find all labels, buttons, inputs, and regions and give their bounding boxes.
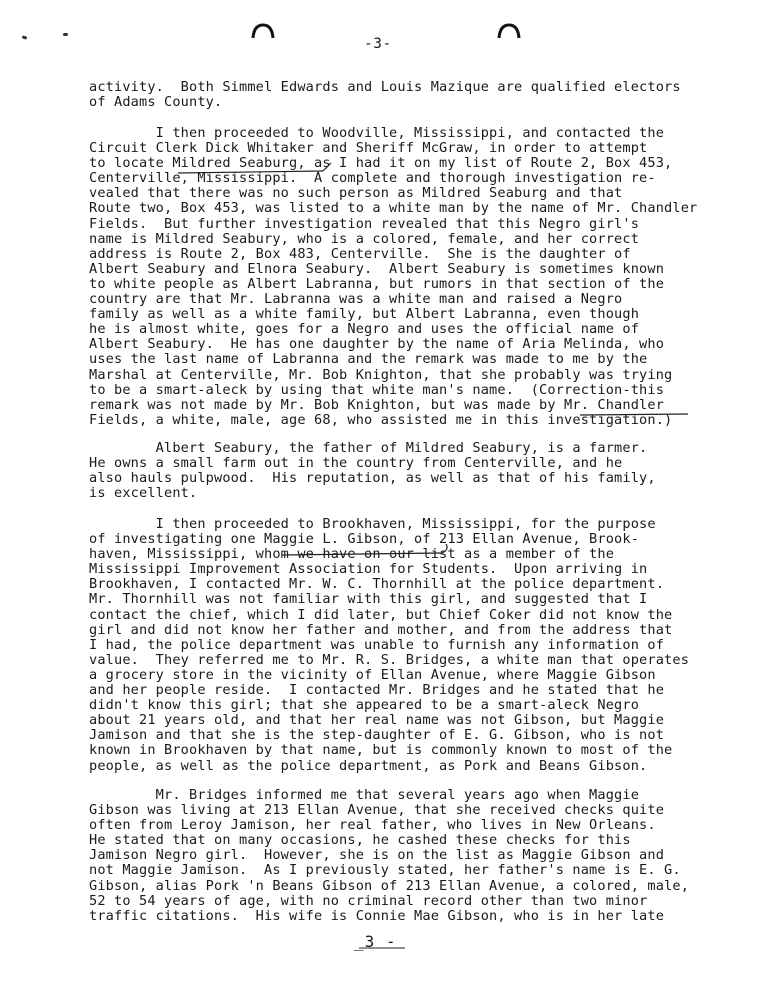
handwritten-underline: [175, 162, 335, 176]
text-line: to locate Mildred Seaburg, as I had it on my list of Route 2, Box 453,: [89, 155, 673, 172]
text-line: country are that Mr. Labranna was a white man and raised a Negro: [89, 291, 623, 308]
text-line: Fields, a white, male, age 68, who assisted me in this investigation.): [89, 411, 673, 428]
text-line: 52 to 54 years of age, with no criminal record other than two minor: [89, 892, 648, 909]
text-line: remark was not made by Mr. Bob Knighton, but was made by Mr. Chandler: [89, 396, 665, 413]
text-line: I then proceeded to Brookhaven, Mississippi, for the purpose: [89, 516, 656, 532]
text-line: girl and did not know her father and mother, and from the address that: [89, 621, 673, 638]
text-line: Albert Seabury and Elnora Seabury. Albert Seabury is sometimes known: [89, 260, 665, 277]
text-line: to be a smart-aleck by using that white man's name. (Correction-this: [89, 381, 665, 398]
text-line: value. They referred me to Mr. R. S. Bridges, a white man that operates: [89, 651, 690, 668]
text-line: often from Leroy Jamison, her real father, who lives in New Orleans.: [89, 817, 656, 834]
text-line: also hauls pulpwood. His reputation, as well as that of his family,: [89, 470, 656, 487]
handwritten-underline: [280, 544, 455, 558]
text-line: He owns a small farm out in the country from Centerville, and he: [89, 455, 623, 472]
page-header-number: -3-: [364, 36, 392, 52]
text-line: people, as well as the police department, as Pork and Beans Gibson.: [89, 757, 648, 774]
text-line: uses the last name of Labranna and the remark was made to me by the: [89, 351, 648, 368]
scan-speck: [22, 35, 28, 40]
text-line: He stated that on many occasions, he cashed these checks for this: [89, 832, 631, 849]
text-line: Marshal at Centerville, Mr. Bob Knighton, that she probably was trying: [89, 366, 673, 383]
page-footer-number: _3 -: [354, 932, 397, 951]
text-line: Gibson was living at 213 Ellan Avenue, that she received checks quite: [89, 802, 665, 819]
text-line: he is almost white, goes for a Negro and uses the official name of: [89, 321, 640, 338]
punch-hole-mark: [496, 22, 522, 40]
text-line: Mr. Thornhill was not familiar with this girl, and suggested that I: [89, 591, 648, 608]
text-line: Albert Seabury. He has one daughter by the name of Aria Melinda, who: [89, 336, 665, 353]
text-line: Fields. But further investigation revealed that this Negro girl's: [89, 215, 640, 232]
text-line: haven, Mississippi, whom we have on our list as a member of the: [89, 546, 615, 563]
text-line: Mississippi Improvement Association for Students. Upon arriving in: [89, 561, 648, 578]
text-line: Centerville, Mississippi. A complete and thorough investigation re-: [89, 170, 656, 187]
punch-hole-mark: [250, 22, 276, 40]
text-line: traffic citations. His wife is Connie Mae Gibson, who is in her late: [89, 907, 665, 924]
text-line: activity. Both Simmel Edwards and Louis Mazique are qualified electors: [89, 79, 681, 95]
text-line: Albert Seabury, the father of Mildred Seabury, is a farmer.: [89, 440, 648, 456]
text-line: Jamison and that she is the step-daughter of E. G. Gibson, who is not: [89, 727, 665, 744]
text-line: to white people as Albert Labranna, but rumors in that section of the: [89, 275, 665, 292]
text-line: name is Mildred Seabury, who is a colored, female, and her correct: [89, 230, 640, 247]
text-line: a grocery store in the vicinity of Ellan Avenue, where Maggie Gibson: [89, 666, 656, 683]
handwritten-underline: [578, 412, 690, 418]
text-line: not Maggie Jamison. As I previously stated, her father's name is E. G.: [89, 862, 681, 879]
text-line: Circuit Clerk Dick Whitaker and Sheriff McGraw, in order to attempt: [89, 140, 648, 157]
text-line: known in Brookhaven by that name, but is commonly known to most of the: [89, 742, 673, 759]
text-line: and her people reside. I contacted Mr. Bridges and he stated that he: [89, 682, 665, 699]
text-line: I had, the police department was unable to furnish any information of: [89, 636, 665, 653]
text-line: contact the chief, which I did later, but Chief Coker did not know the: [89, 606, 673, 623]
text-line: didn't know this girl; that she appeared to be a smart-aleck Negro: [89, 697, 640, 714]
text-line: family as well as a white family, but Albert Labranna, even though: [89, 306, 640, 323]
scan-speck: [63, 33, 68, 36]
text-line: I then proceeded to Woodville, Mississippi, and contacted the: [89, 125, 665, 141]
text-line: is excellent.: [89, 485, 198, 502]
text-line: of investigating one Maggie L. Gibson, of 213 Ellan Avenue, Brook-: [89, 531, 640, 548]
paragraph: [89, 80, 751, 110]
paragraph: [89, 441, 751, 501]
text-line: about 21 years old, and that her real name was not Gibson, but Maggie: [89, 712, 665, 729]
text-line: address is Route 2, Box 483, Centerville. She is the daughter of: [89, 245, 631, 262]
text-line: Jamison Negro girl. However, she is on the list as Maggie Gibson and: [89, 847, 665, 864]
text-line: Route two, Box 453, was listed to a white man by the name of Mr. Chandler: [89, 200, 698, 217]
text-line: Brookhaven, I contacted Mr. W. C. Thornhill at the police department.: [89, 576, 665, 593]
paragraph: [89, 788, 751, 924]
text-line: of Adams County.: [89, 94, 223, 111]
text-line: vealed that there was no such person as Mildred Seaburg and that: [89, 185, 623, 202]
text-line: Mr. Bridges informed me that several years ago when Maggie: [89, 787, 640, 803]
text-line: Gibson, alias Pork 'n Beans Gibson of 213 Ellan Avenue, a colored, male,: [89, 877, 690, 894]
